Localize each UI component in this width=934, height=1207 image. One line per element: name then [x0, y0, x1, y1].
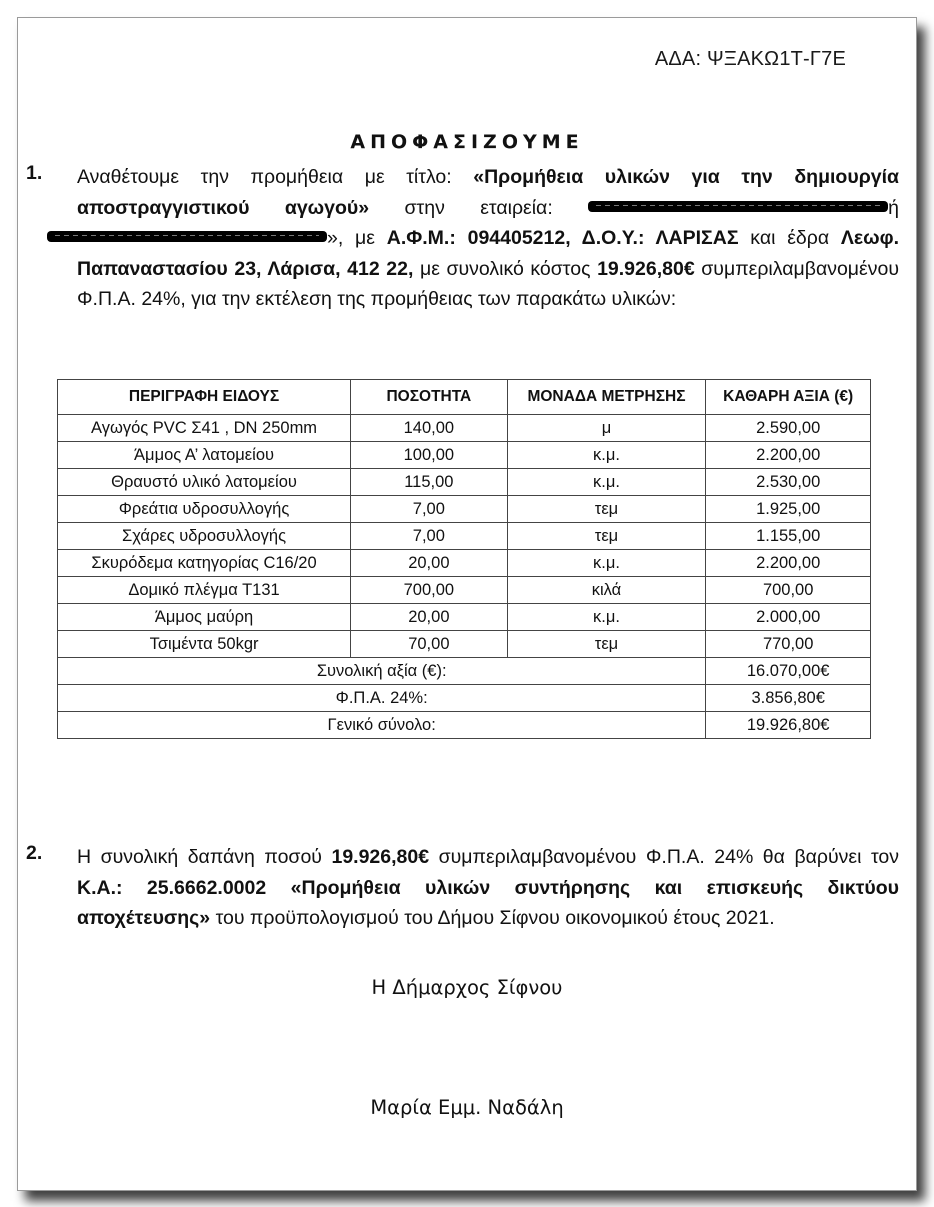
- section-1-paragraph: [77, 162, 899, 315]
- s2-text-2: συμπεριλαμβανομένου Φ.Π.Α. 24% θα βαρύνει τον: [429, 846, 899, 868]
- s2-budget-code: Κ.Α.: 25.6662.0002 «Προμήθεια υλικών συντήρησης και επισκευής δικτύου αποχέτευσης»: [77, 876, 899, 929]
- cell-description: Άμμος Α’ λατομείου: [58, 442, 351, 469]
- cell-unit: τεμ: [507, 631, 706, 658]
- s2-text-1: Η συνολική δαπάνη ποσού: [77, 846, 332, 868]
- table-row: [58, 442, 871, 469]
- s1-tax-info: Α.Φ.Μ.: 094405212, Δ.Ο.Υ.: ΛΑΡΙΣΑΣ: [386, 227, 739, 249]
- total-row-subtotal: [58, 658, 871, 685]
- grand-total-label: Γενικό σύνολο:: [58, 712, 706, 739]
- cell-unit: κ.μ.: [507, 442, 706, 469]
- header-quantity: ΠΟΣΟΤΗΤΑ: [351, 380, 508, 415]
- table-row: [58, 550, 871, 577]
- table-row: [58, 496, 871, 523]
- cell-net-value: 1.155,00: [706, 523, 871, 550]
- s1-redacted-tail: ή: [888, 196, 900, 219]
- section-2-paragraph: [77, 842, 899, 934]
- cell-net-value: 2.530,00: [706, 469, 871, 496]
- cell-net-value: 2.590,00: [706, 415, 871, 442]
- cell-unit: τεμ: [507, 523, 706, 550]
- s1-total-cost: 19.926,80€: [597, 257, 695, 280]
- vat-label: Φ.Π.Α. 24%:: [58, 685, 706, 712]
- cell-net-value: 2.000,00: [706, 604, 871, 631]
- cell-net-value: 700,00: [706, 577, 871, 604]
- s1-text-5: με συνολικό κόστος: [413, 257, 598, 280]
- grand-total-value: 19.926,80€: [706, 712, 871, 739]
- section-2-number: 2.: [26, 842, 43, 864]
- cell-net-value: 2.200,00: [706, 550, 871, 577]
- table-row: [58, 631, 871, 658]
- header-description: ΠΕΡΙΓΡΑΦΗ ΕΙΔΟΥΣ: [58, 380, 351, 415]
- table-row: [58, 523, 871, 550]
- table-row: [58, 577, 871, 604]
- section-1-number: 1.: [26, 162, 43, 184]
- header-net-value: ΚΑΘΑΡΗ ΑΞΙΑ (€): [706, 380, 871, 415]
- redaction-mark: [47, 231, 327, 242]
- total-row-vat: [58, 685, 871, 712]
- table-header-row: [58, 380, 871, 415]
- s1-text-4: και έδρα: [738, 227, 841, 249]
- ada-code: ΑΔΑ: ΨΞΑΚΩ1Τ-Γ7Ε: [654, 48, 846, 70]
- subtotal-label: Συνολική αξία (€):: [58, 658, 706, 685]
- cell-unit: κ.μ.: [507, 469, 706, 496]
- cell-description: Θραυστό υλικό λατομείου: [58, 469, 351, 496]
- total-row-grand: [58, 712, 871, 739]
- cell-quantity: 115,00: [351, 469, 508, 496]
- cell-quantity: 700,00: [351, 577, 508, 604]
- s1-text-3: », με: [327, 227, 387, 249]
- signatory-title: Η Δήμαρχος Σίφνου: [371, 976, 563, 999]
- cell-description: Σχάρες υδροσυλλογής: [58, 523, 351, 550]
- document-page: [17, 17, 917, 1191]
- redaction-mark: [588, 201, 888, 212]
- cell-unit: τεμ: [507, 496, 706, 523]
- cell-quantity: 20,00: [351, 550, 508, 577]
- cell-net-value: 770,00: [706, 631, 871, 658]
- s1-procurement-title: «Προμήθεια υλικών για την δημιουργία αποστραγγιστικού αγωγού»: [77, 166, 900, 219]
- signatory-name: Μαρία Εμμ. Ναδάλη: [370, 1096, 564, 1119]
- cell-unit: κιλά: [507, 577, 706, 604]
- cell-quantity: 20,00: [351, 604, 508, 631]
- cell-unit: μ: [507, 415, 706, 442]
- cell-quantity: 70,00: [351, 631, 508, 658]
- materials-table: [57, 379, 871, 739]
- s1-address: Λεωφ. Παπαναστασίου 23, Λάρισα, 412 22,: [77, 227, 899, 280]
- cell-quantity: 7,00: [351, 496, 508, 523]
- header-unit: ΜΟΝΑΔΑ ΜΕΤΡΗΣΗΣ: [507, 380, 706, 415]
- subtotal-value: 16.070,00€: [706, 658, 871, 685]
- cell-description: Τσιμέντα 50kgr: [58, 631, 351, 658]
- decision-heading: ΑΠΟΦΑΣΙΖΟΥΜΕ: [350, 131, 584, 153]
- cell-description: Άμμος μαύρη: [58, 604, 351, 631]
- cell-net-value: 2.200,00: [706, 442, 871, 469]
- cell-quantity: 140,00: [351, 415, 508, 442]
- cell-description: Σκυρόδεμα κατηγορίας C16/20: [58, 550, 351, 577]
- cell-description: Δομικό πλέγμα Τ131: [58, 577, 351, 604]
- cell-quantity: 7,00: [351, 523, 508, 550]
- s1-text-1: Αναθέτουμε την προμήθεια με τίτλο:: [77, 166, 474, 188]
- cell-unit: κ.μ.: [507, 604, 706, 631]
- cell-unit: κ.μ.: [507, 550, 706, 577]
- vat-value: 3.856,80€: [706, 685, 871, 712]
- s2-amount: 19.926,80€: [331, 846, 430, 868]
- cell-description: Αγωγός PVC Σ41 , DN 250mm: [58, 415, 351, 442]
- table-row: [58, 415, 871, 442]
- cell-net-value: 1.925,00: [706, 496, 871, 523]
- table-row: [58, 469, 871, 496]
- s1-text-6: συμπεριλαμβανομένου Φ.Π.Α. 24%, για την εκτέλεση της προμήθειας των παρακάτω υλικών:: [77, 257, 899, 310]
- cell-quantity: 100,00: [351, 442, 508, 469]
- s1-text-2: στην εταιρεία:: [369, 196, 589, 219]
- table-row: [58, 604, 871, 631]
- cell-description: Φρεάτια υδροσυλλογής: [58, 496, 351, 523]
- s2-text-3: του προϋπολογισμού του Δήμου Σίφνου οικονομικού έτους 2021.: [210, 907, 775, 929]
